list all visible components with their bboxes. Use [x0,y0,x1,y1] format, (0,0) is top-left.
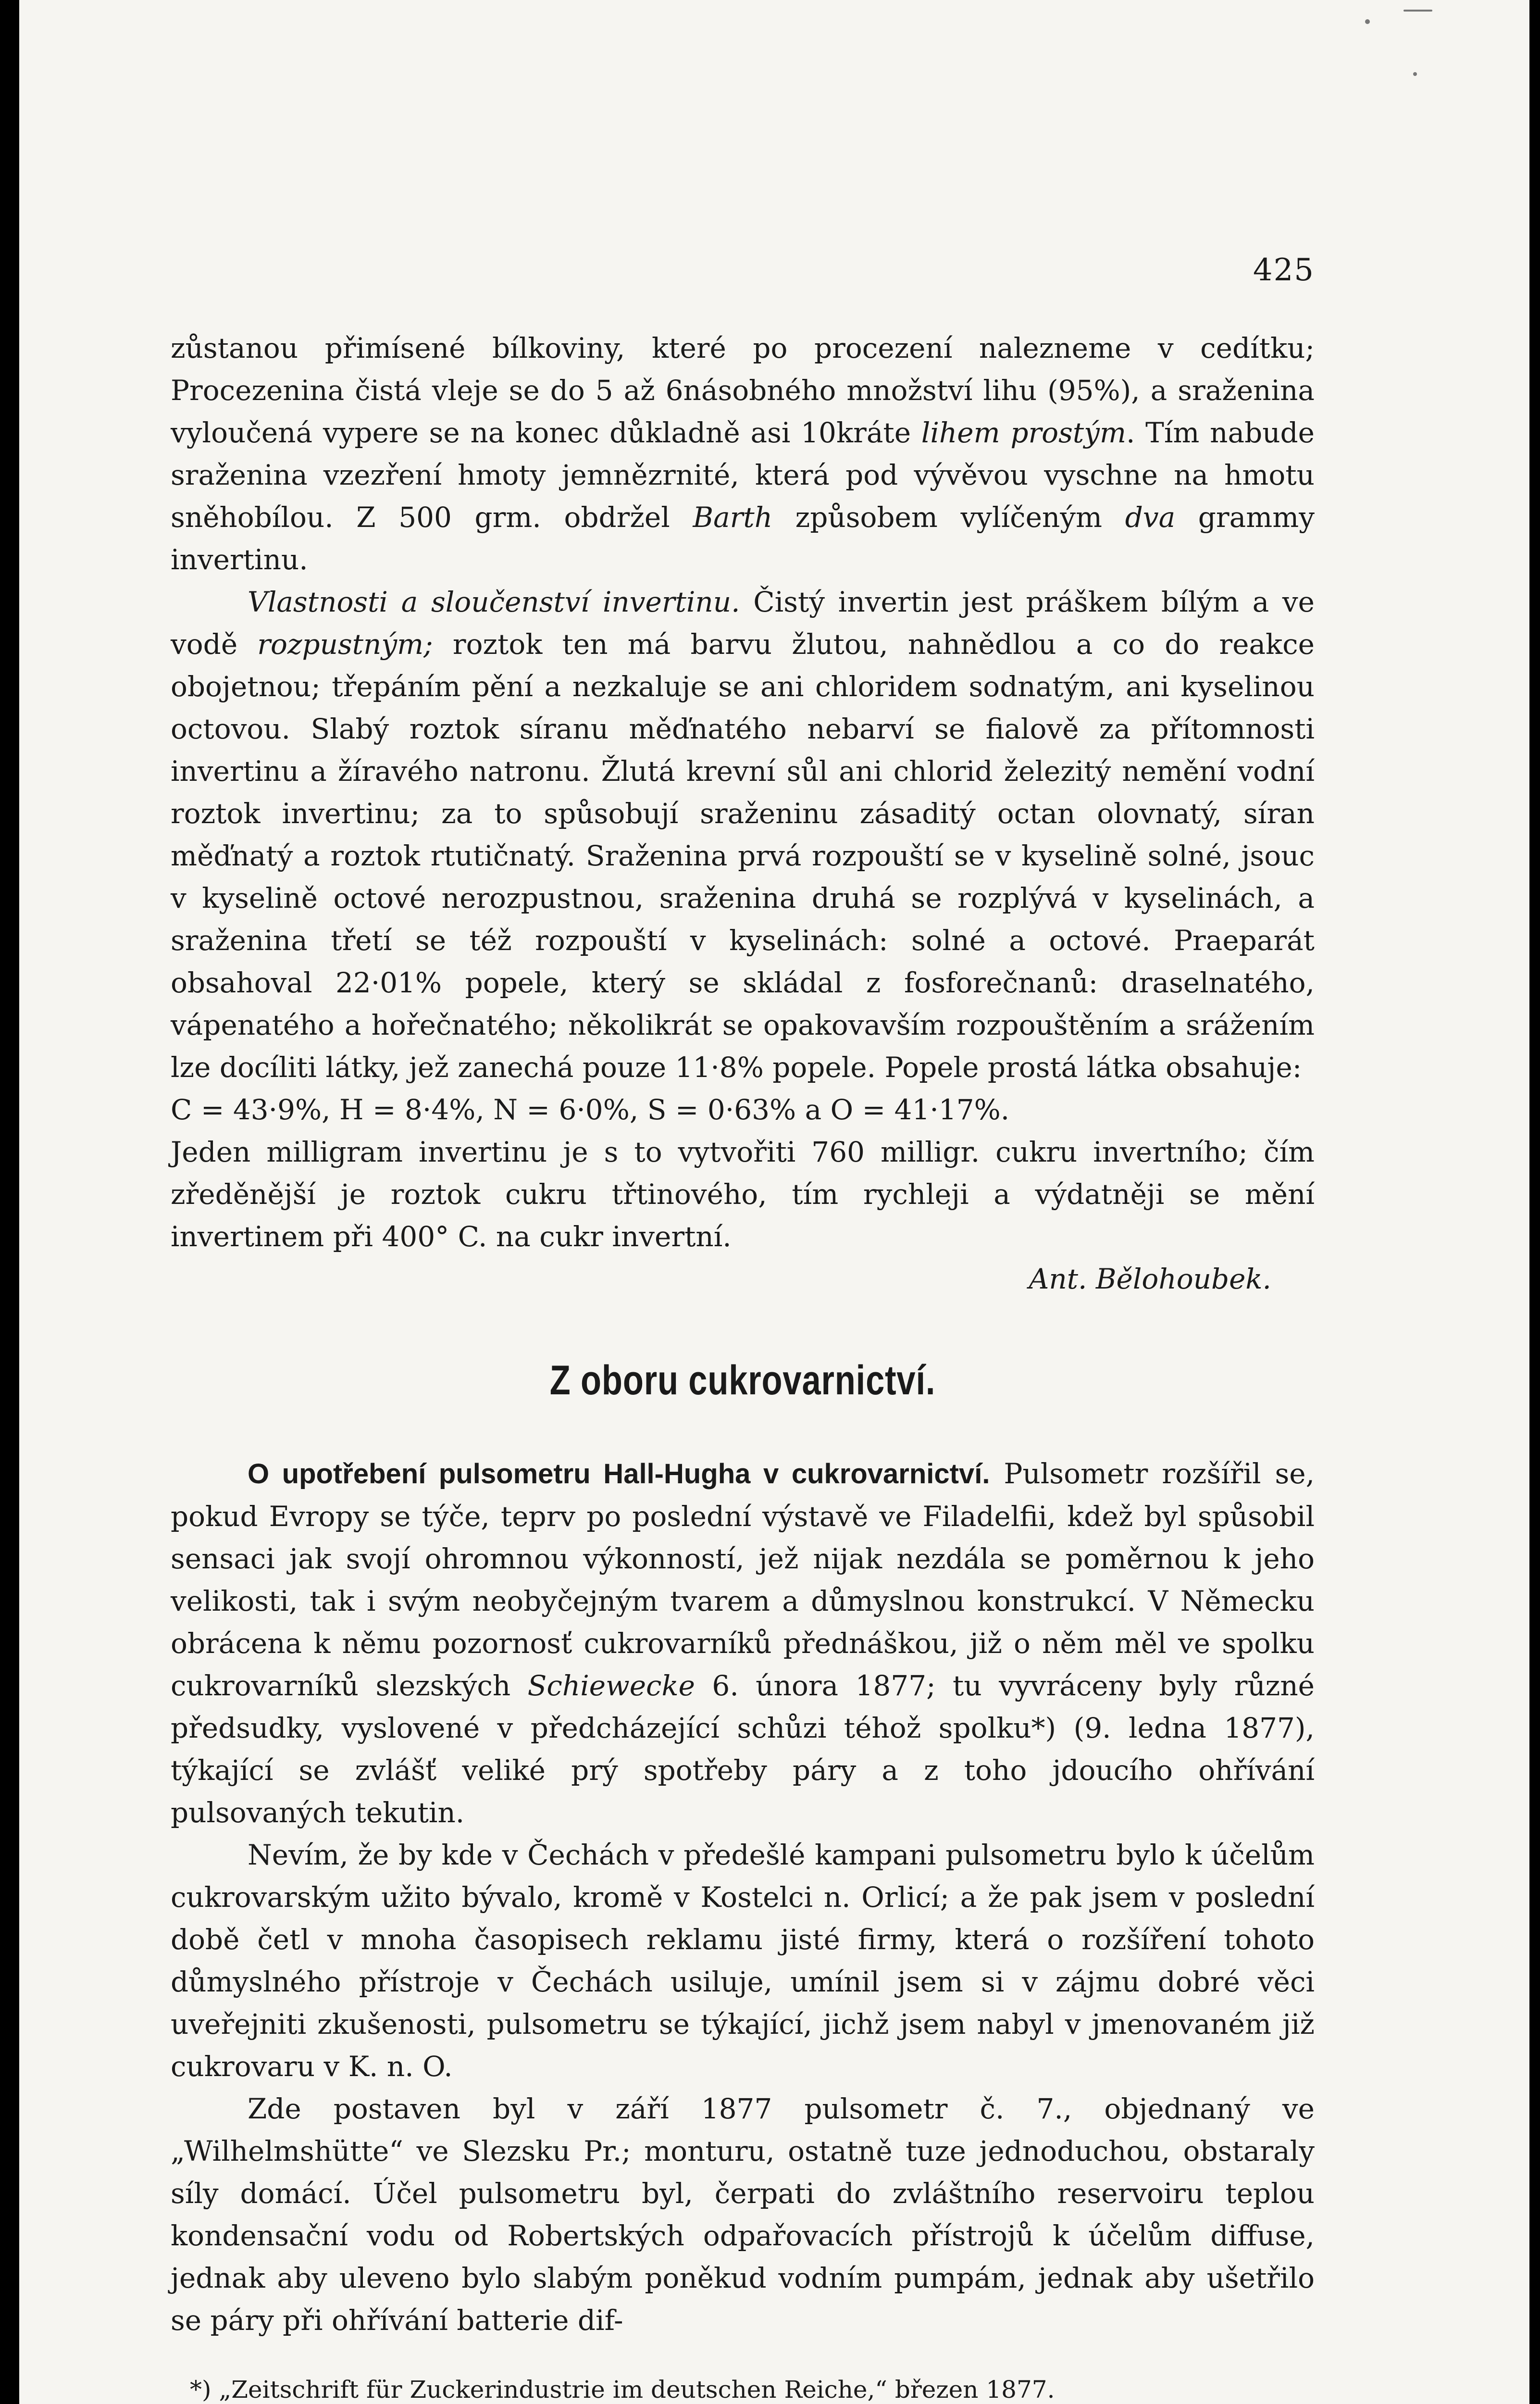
scan-speck [1365,19,1370,24]
italic-run: Schiewecke [527,1669,695,1702]
text-run: 6. února 1877; tu vyvráceny byly různé předsudky, vyslovené v předcházející schůzi téhož spolku*) (9. ledna 1877), týkající se zvlášť veliké prý spotřeby páry a z toho jdoucího ohřívání pulsovaných tekutin. [171,1669,1315,1829]
italic-run: dva [1125,501,1176,534]
page [19,0,1529,2404]
italic-run: lihem prostým [921,416,1126,449]
text-run: roztok ten má barvu žlutou, nahnědlou a co do reakce obojetnou; třepáním pění a nezkaluje se ani chloridem sodnatým, ani kyselinou octovou. Slabý roztok síranu měďnatého nebarví se fialově za přítomnosti invertinu a žíravého natronu. Žlutá krevní sůl ani chlorid železitý nemění vodní roztok invertinu; za to spůsobují sraženinu zásaditý octan olovnatý, síran měďnatý a roztok rtutičnatý. Sraženina prvá rozpouští se v kyselině solné, jsouc v kyselině octové nerozpustnou, sraženina druhá se rozplývá v kyselinách, a sraženina třetí se též rozpouští v kyselinách: solné a octové. Praeparát obsahoval 22·01% popele, který se skládal z fosforečnanů: draselnatého, vápenatého a hořečnatého; několikrát se opakovavším rozpouštěním a srážením lze docíliti látky, jež zanechá pouze 11·8% popele. Popele prostá látka obsahuje: [171,628,1315,1084]
italic-run: rozpustným; [257,628,433,661]
text-run: zůstanou přimísené bílkoviny, které po procezení nalezneme v cedítku; Procezenina čistá vleje se do 5 až 6násobného množství lihu (95%), a sraženina vyloučená vypere se na konec důkladně asi 10kráte [171,332,1315,449]
scan-speck [1403,10,1432,12]
body-text [171,327,1315,1300]
paragraph-invert-sugar [171,1131,1315,1258]
article-paragraph-3: Zde postaven byl v září 1877 pulsometr č. 7., objednaný ve „Wilhelmshütte“ ve Slezsku Pr.; monturu, ostatně tuze jednoduchou, obstaraly síly domácí. Účel pulsometru byl, čerpati do zvláštního reservoiru teplou kondensační vodu od Robertských odpařovacích přístrojů k účelům diffuse, jednak aby uleveno bylo slabým poněkud vodním pumpám, jednak aby ušetřilo se páry při ohřívání batterie dif- [171,2092,1315,2337]
author-signature: Ant. Bělohoubek. [1029,1263,1271,1295]
signature-line [171,1258,1315,1300]
scan-speck [1413,72,1417,76]
text-run: grammy invertinu. [171,501,1315,576]
italic-run: Barth [693,501,773,534]
text-run: Pulsometr rozšířil se, pokud Evropy se týče, teprv po poslední výstavě ve Filadelfii, kdež byl spůsobil sensaci jak svojí ohromnou výkonností, jež nijak nezdála se poměrnou k jeho velikosti, tak i svým neobyčejným tvarem a důmyslnou konstrukcí. V Německu obrácena k němu pozornosť cukrovarníků přednáškou, již o něm měl ve spolku cukrovarníků slezských [171,1457,1315,1702]
article-paragraph-1 [171,1452,1315,1834]
article-text [171,1452,1315,2341]
article-heading: O upotřebení pulsometru Hall-Hugha v cukrovarnictví. [248,1458,990,1490]
page-content [171,207,1315,2404]
footnote: *) „Zeitschrift für Zuckerindustrie im deutschen Reiche,“ březen 1877. [190,2376,1055,2404]
scan-edge-left [0,0,19,2404]
section-title: Z oboru cukrovarnictví. [549,1357,936,1403]
text-run: . Tím nabude sraženina vzezření hmoty jemnězrnité, která pod vývěvou vyschne na hmotu sněhobílou. Z 500 grm. obdržel [171,416,1315,534]
text-run: Čistý invertin jest práškem bílým a ve vodě [171,586,1315,661]
text-run: Jeden milligram invertinu je s to vytvořiti 760 milligr. cukru invertního; čím zředěnější je roztok cukru třtinového, tím rychleji a výdatněji se mění invertinem při 400° C. na cukr invertní. [171,1136,1315,1253]
run-in-heading: Vlastnosti a sloučenství invertinu. [248,586,740,618]
text-run: způsobem vylíčeným [772,501,1125,534]
page-number: 425 [1253,252,1315,288]
paragraph-properties [171,581,1315,1089]
paragraph-continuation [171,327,1315,581]
article-paragraph-2: Nevím, že by kde v Čechách v předešlé kampani pulsometru bylo k účelům cukrovarským užito bývalo, kromě v Kostelci n. Orlicí; a že pak jsem v poslední době četl v mnoha časopisech reklamu jisté firmy, která o rozšíření tohoto důmyslného přístroje v Čechách usiluje, umínil jsem si v zájmu dobré věci uveřejniti zkušenosti, pulsometru se týkající, jichž jsem nabyl v jmenovaném již cukrovaru v K. n. O. [171,1839,1315,2083]
scan-edge-right [1529,0,1540,2404]
composition-formula: C = 43·9%, H = 8·4%, N = 6·0%, S = 0·63% a O = 41·17%. [171,1093,1010,1126]
